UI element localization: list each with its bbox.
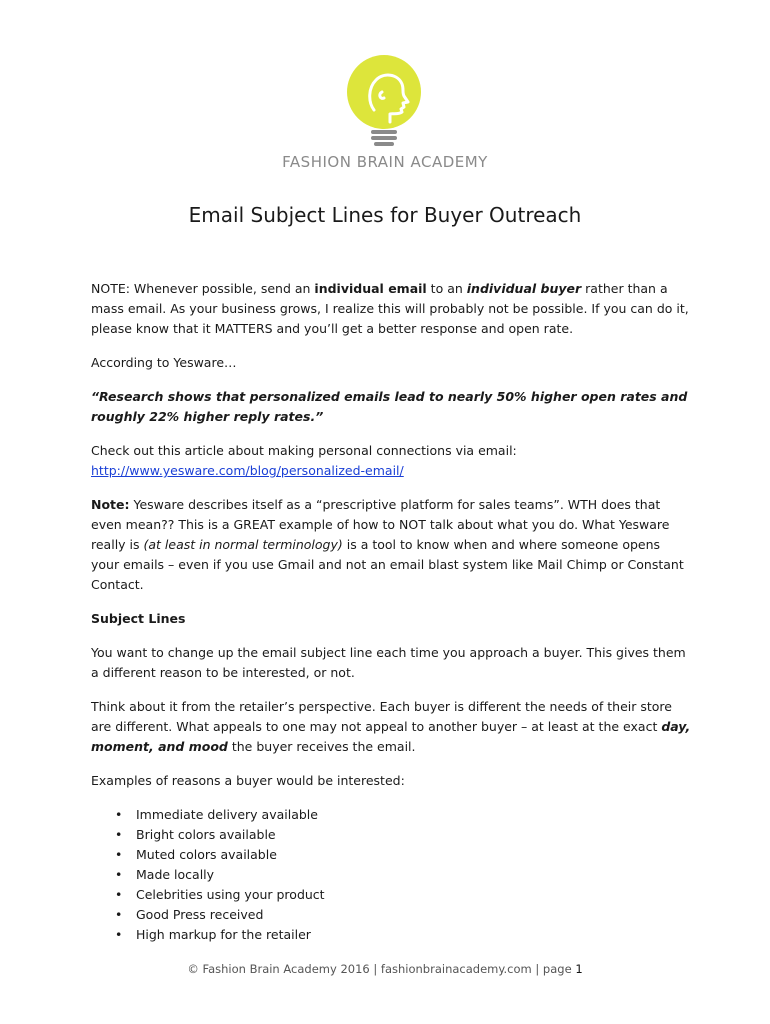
examples-list	[91, 805, 691, 945]
retailer-emphasis: day, moment, and mood	[91, 719, 691, 754]
according-line: According to Yesware…	[91, 355, 237, 370]
list-item: • Muted colors available	[136, 845, 691, 865]
change-subject-paragraph: You want to change up the email subject line each time you approach a buyer. This gives them a different reason to be interested, or not.	[91, 645, 686, 680]
bulb-base-2	[371, 136, 397, 140]
list-item: • Good Press received	[136, 905, 691, 925]
retailer-text-1: Think about it from the retailer’s perspective. Each buyer is different the needs of their store are different. What appeals to one may not appeal to another buyer – at least at the exact	[91, 699, 672, 734]
retailer-text-2: the buyer receives the email.	[227, 739, 416, 754]
document-body	[91, 279, 691, 945]
bulb-circle	[347, 55, 421, 129]
brand-name: FASHION BRAIN ACADEMY	[282, 153, 488, 171]
page-number: 1	[575, 962, 583, 976]
footer-text: © Fashion Brain Academy 2016 | fashionbrainacademy.com | page	[187, 962, 576, 976]
bulb-base-3	[374, 142, 394, 146]
lightbulb-logo-icon	[338, 52, 430, 148]
subject-lines-heading: Subject Lines	[91, 611, 186, 626]
note-emphasis-individual-email: individual email	[314, 281, 427, 296]
yesware-article-link[interactable]: http://www.yesware.com/blog/personalized-email/	[91, 463, 404, 478]
note-paragraph	[91, 279, 691, 339]
yesware-note-text-2: is a tool to know when and where someone opens your emails – even if you use Gmail and not an email blast system like Mail Chimp or Constant Contact.	[91, 537, 684, 592]
note-text-3: rather than a mass email. As your business grows, I realize this will probably not be possible. If you can do it, please know that it MATTERS and you’ll get a better response and open rate.	[91, 281, 689, 336]
retailer-perspective-paragraph	[91, 697, 691, 757]
list-item: • Immediate delivery available	[136, 805, 691, 825]
page-footer	[0, 962, 770, 976]
article-text: Check out this article about making personal connections via email:	[91, 443, 517, 458]
note-text-1: NOTE: Whenever possible, send an	[91, 281, 315, 296]
list-item: • Celebrities using your product	[136, 885, 691, 905]
note-emphasis-individual-buyer: individual buyer	[466, 281, 582, 296]
yesware-note-italic: (at least in normal terminology)	[143, 537, 343, 552]
list-item: • Bright colors available	[136, 825, 691, 845]
list-item: • High markup for the retailer	[136, 925, 691, 945]
list-item: • Made locally	[136, 865, 691, 885]
bulb-base-1	[371, 130, 397, 134]
page-title: Email Subject Lines for Buyer Outreach	[188, 203, 582, 227]
examples-intro: Examples of reasons a buyer would be interested:	[91, 773, 405, 788]
research-quote: “Research shows that personalized emails lead to nearly 50% higher open rates and roughly 22% higher reply rates.”	[91, 389, 688, 424]
yesware-note-text-1: Yesware describes itself as a “prescriptive platform for sales teams”. WTH does that even mean?? This is a GREAT example of how to NOT talk about what you do. What Yesware really is	[91, 497, 670, 552]
note-text-2: to an	[426, 281, 467, 296]
yesware-note-paragraph	[91, 495, 691, 595]
note-label: Note:	[91, 497, 130, 512]
article-paragraph	[91, 441, 691, 481]
